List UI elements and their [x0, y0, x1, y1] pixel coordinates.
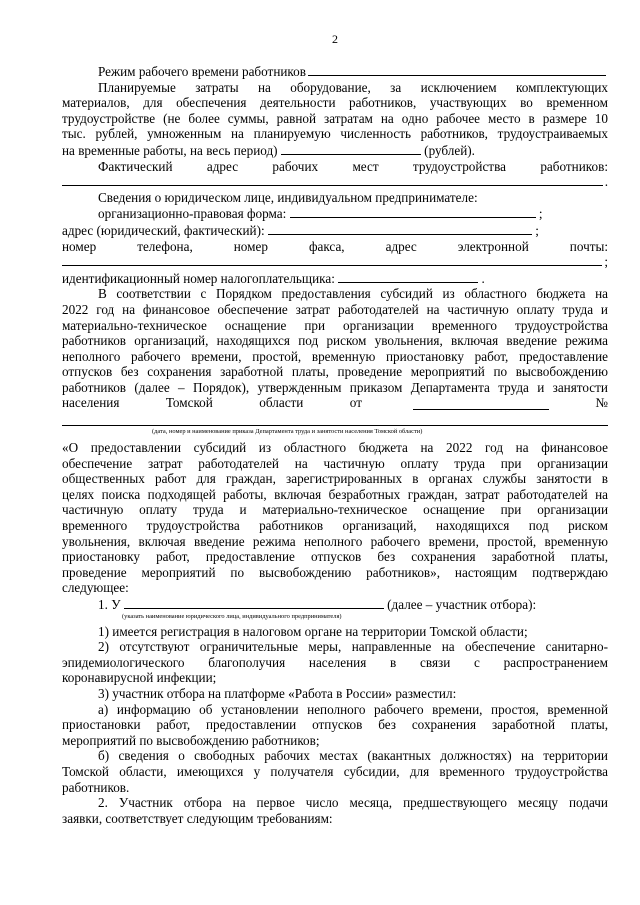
address-field-line [62, 174, 608, 190]
costs-line [62, 142, 608, 159]
text-line: увольнения, включая введение режима неполного рабочего времени, простой, временную [62, 533, 608, 549]
order-details-caption: (дата, номер и наименование приказа Департамента труда и занятости населения Томской области) [152, 428, 423, 436]
inn-field[interactable] [338, 270, 478, 283]
work-mode-label: Режим рабочего времени работников [98, 64, 306, 79]
org-form-field[interactable] [290, 205, 536, 218]
org-form-semicolon: ; [538, 206, 543, 222]
text-line: работников. [62, 779, 130, 795]
participant-suffix: (далее – участник отбора): [387, 597, 537, 612]
text-line: следующее: [62, 580, 129, 596]
participant-label: 1. У [98, 597, 121, 612]
participant-name-field[interactable] [124, 596, 384, 609]
work-mode-field[interactable] [308, 64, 606, 76]
text-line: Томской области, имеющихся у получателя субсидии, для временного трудоустройства [62, 763, 608, 779]
text-line: трудоустройстве (не более суммы, равной затратам на одно рабочее место в размере 10 [62, 110, 608, 126]
order-words [62, 395, 362, 411]
legal-address-field[interactable] [268, 222, 532, 235]
text-line: а) информацию об установлении неполного рабочего времени, простоя, временной [98, 701, 608, 717]
text-line: временного трудоустройства работников организаций, находящихся под риском [62, 518, 608, 534]
text-line: 2) отсутствуют ограничительные меры, направленные на обеспечение санитарно- [98, 639, 608, 655]
contacts-field-line [62, 254, 608, 270]
page-number: 2 [332, 32, 338, 46]
order-line [62, 395, 608, 411]
costs-field[interactable] [281, 142, 421, 155]
inn-line [62, 270, 608, 287]
text-line: Сведения о юридическом лице, индивидуальном предпринимателе: [98, 189, 478, 205]
text-line: заявки, соответствует следующим требованиям: [62, 810, 333, 826]
participant-line [62, 596, 608, 613]
text-line: тыс. рублей, умноженным на планируемую численность работников, трудоустраиваемых [62, 126, 608, 142]
text-line: частичную оплату труда и материально-техническое оснащение при организации [62, 502, 608, 518]
address-period: . [604, 174, 608, 190]
org-form-line [62, 205, 608, 222]
text-line: неполного рабочего времени, простой, временную приостановку работ, предоставление [62, 348, 608, 364]
text-line: «О предоставлении субсидий из областного бюджета на 2022 год на финансовое [62, 440, 608, 456]
legal-address-line [62, 222, 608, 239]
text-line: приостановки работ, предоставлении отпусков без сохранения заработной платы, [62, 717, 608, 733]
costs-unit: (рублей). [424, 142, 475, 158]
contacts-label: номер телефона, номер факса, адрес электронной почты: [62, 238, 608, 254]
text-line: 1) имеется регистрация в налоговом органе на территории Томской области; [98, 623, 528, 639]
inn-label: идентификационный номер налогоплательщика: [62, 270, 335, 286]
text-line: материально-техническое оснащение при организации временного трудоустройства [62, 317, 608, 333]
text-line: приостановку работ, предоставление отпусков без сохранения заработной платы, [62, 549, 608, 565]
text-line: эпидемиологического благополучия населения в связи с распространением [62, 654, 608, 670]
order-date-field[interactable] [413, 397, 549, 410]
text-line: б) сведения о свободных рабочих местах (вакантных должностях) на территории [98, 748, 608, 764]
text-line: работников организаций, находящихся под риском увольнения, включая введение режима [62, 333, 608, 349]
text-line: целях поиска подходящей работы, включая безработных граждан, затрат работодателей на [62, 486, 608, 502]
order-label: населения Томской области от [62, 395, 362, 411]
text-line: 3) участник отбора на платформе «Работа в России» разместил: [98, 685, 457, 701]
participant-caption: (указать наименование юридического лица, индивидуального предпринимателя) [122, 612, 342, 620]
text-line: мероприятий по высвобождению работников; [62, 732, 320, 748]
text-line: 2. Участник отбора на первое число месяца, предшествующего месяцу подачи [98, 795, 608, 811]
org-form-label: организационно-правовая форма: [98, 206, 287, 222]
legal-address-label: адрес (юридический, фактический): [62, 222, 265, 238]
contacts-field[interactable] [62, 254, 602, 266]
order-details-field[interactable] [62, 413, 608, 426]
inn-period: . [481, 270, 485, 286]
text-line: коронавирусной инфекции; [62, 670, 217, 686]
contacts-semicolon: ; [604, 254, 608, 270]
text-line: общественных работ для граждан, зарегистрированных в органах службы занятости в [62, 471, 608, 487]
text-line: обеспечение затрат работодателей на частичную оплату труда при организации [62, 455, 608, 471]
text-line: отпусков без сохранения заработной платы, проведение мероприятий по высвобождению [62, 364, 608, 380]
address-field[interactable] [62, 174, 603, 186]
text-line: материалов, для обеспечения деятельности работников, участвующих во временном [62, 95, 608, 111]
text-line: работников (далее – Порядок), утвержденным приказом Департамента труда и занятости [62, 379, 608, 395]
costs-label: на временные работы, на весь период) [62, 142, 278, 158]
order-number-sign: № [595, 395, 608, 411]
text-line: Фактический адрес рабочих мест трудоустройства работников: [98, 158, 608, 174]
work-mode-line [62, 64, 608, 80]
text-line: В соответствии с Порядком предоставления субсидий из областного бюджета на [98, 286, 608, 302]
text-line: проведение мероприятий по высвобождению работников», настоящим подтверждаю [62, 564, 608, 580]
document-page [62, 32, 608, 826]
text-line: Планируемые затраты на оборудование, за исключением комплектующих [98, 79, 608, 95]
text-line: 2022 год на финансовое обеспечение затрат работодателей на частичную оплату труда и [62, 301, 608, 317]
legal-address-semicolon: ; [535, 222, 539, 238]
